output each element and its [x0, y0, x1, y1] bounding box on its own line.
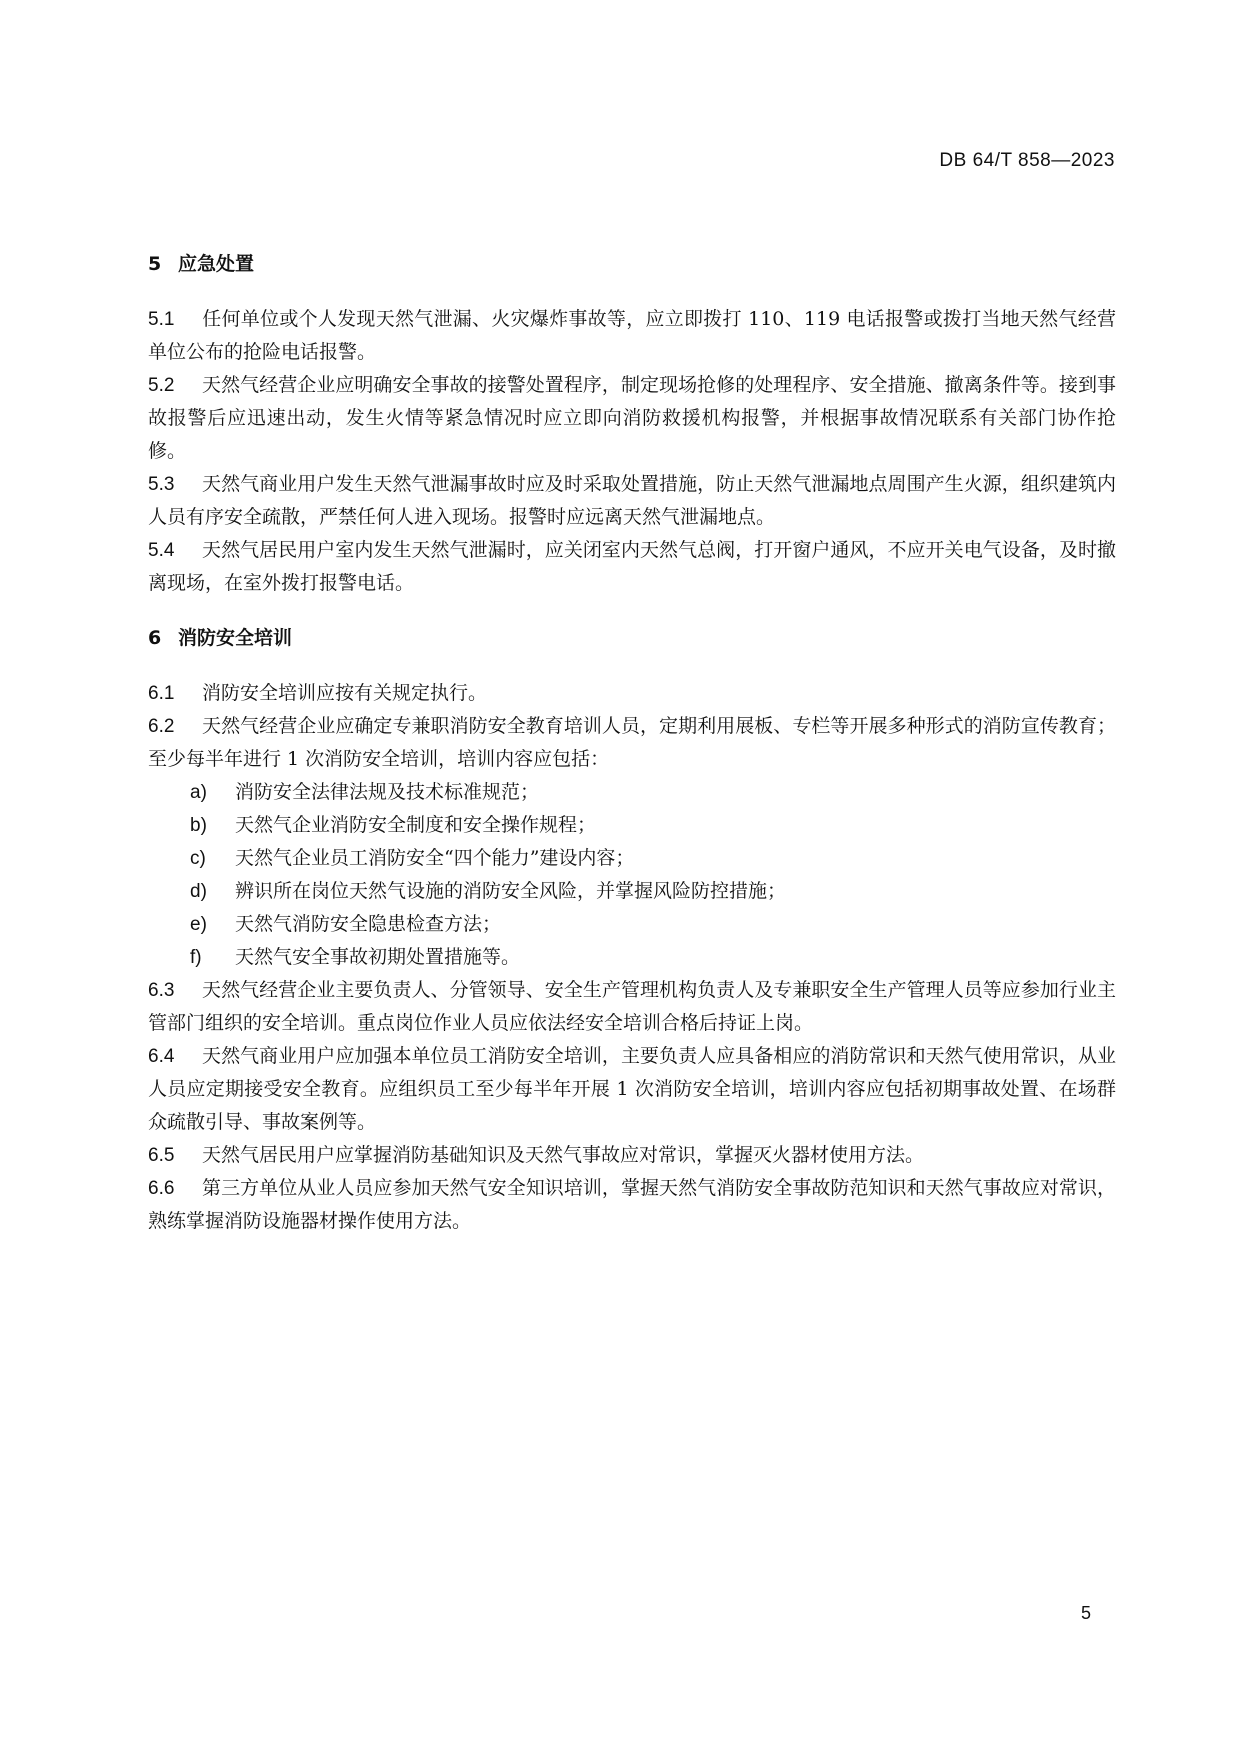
list-text: 天然气消防安全隐患检查方法； [235, 913, 502, 935]
clause-6-6 [148, 1172, 1116, 1238]
clause-text: 天然气商业用户应加强本单位员工消防安全培训，主要负责人应具备相应的消防常识和天然气使用常识，从业人员应定期接受安全教育。应组织员工至少每半年开展 1 次消防安全培训，培训内容应包括初期事故处置、在场群众疏散引导、事故案例等。 [148, 1045, 1116, 1133]
clause-text: 第三方单位从业人员应参加天然气安全知识培训，掌握天然气消防安全事故防范知识和天然气事故应对常识，熟练掌握消防设施器材操作使用方法。 [148, 1177, 1116, 1232]
list-marker: e) [190, 914, 207, 935]
list-marker: b) [190, 815, 207, 836]
list-text: 天然气安全事故初期处置措施等。 [235, 946, 521, 968]
list-item [148, 875, 1116, 908]
list-marker: d) [190, 881, 207, 902]
clause-text: 天然气居民用户室内发生天然气泄漏时，应关闭室内天然气总阀，打开窗户通风，不应开关电气设备，及时撤离现场，在室外拨打报警电话。 [148, 539, 1116, 594]
clause-text: 任何单位或个人发现天然气泄漏、火灾爆炸事故等，应立即拨打 110、119 电话报警或拨打当地天然气经营单位公布的抢险电话报警。 [148, 308, 1116, 363]
clause-number: 6.6 [148, 1178, 175, 1199]
clause-text: 天然气经营企业主要负责人、分管领导、安全生产管理机构负责人及专兼职安全生产管理人员等应参加行业主管部门组织的安全培训。重点岗位作业人员应依法经安全培训合格后持证上岗。 [148, 979, 1116, 1034]
list-marker: c) [190, 848, 206, 869]
list-marker: f) [190, 947, 202, 968]
section-number: 6 [148, 627, 162, 649]
list-marker: a) [190, 782, 207, 803]
clause-text: 天然气居民用户应掌握消防基础知识及天然气事故应对常识，掌握灭火器材使用方法。 [202, 1144, 925, 1166]
list-text: 辨识所在岗位天然气设施的消防安全风险，并掌握风险防控措施； [235, 880, 787, 902]
list-text: 消防安全法律法规及技术标准规范； [235, 781, 540, 803]
list-item [148, 842, 1116, 875]
clause-5-2 [148, 369, 1116, 468]
page-content [148, 248, 1116, 1238]
clause-5-1 [148, 303, 1116, 369]
clause-number: 5.1 [148, 309, 175, 330]
clause-text: 天然气商业用户发生天然气泄漏事故时应及时采取处置措施，防止天然气泄漏地点周围产生火源，组织建筑内人员有序安全疏散，严禁任何人进入现场。报警时应远离天然气泄漏地点。 [148, 473, 1116, 528]
clause-text: 天然气经营企业应明确安全事故的接警处置程序，制定现场抢修的处理程序、安全措施、撤离条件等。接到事故报警后应迅速出动，发生火情等紧急情况时应立即向消防救援机构报警，并根据事故情况联系有关部门协作抢修。 [148, 374, 1116, 462]
section-number: 5 [148, 253, 162, 275]
clause-number: 6.1 [148, 683, 175, 704]
clause-text: 消防安全培训应按有关规定执行。 [202, 682, 488, 704]
clause-5-4 [148, 534, 1116, 600]
document-code: DB 64/T 858—2023 [939, 150, 1115, 171]
clause-6-5 [148, 1139, 1116, 1172]
clause-number: 6.4 [148, 1046, 175, 1067]
section-title-5 [148, 248, 1116, 281]
clause-number: 6.2 [148, 716, 175, 737]
list-item [148, 809, 1116, 842]
clause-6-4 [148, 1040, 1116, 1139]
section-title-6 [148, 622, 1116, 655]
list-text: 天然气企业消防安全制度和安全操作规程； [235, 814, 597, 836]
clause-text: 天然气经营企业应确定专兼职消防安全教育培训人员，定期利用展板、专栏等开展多种形式的消防宣传教育；至少每半年进行 1 次消防安全培训，培训内容应包括： [148, 715, 1116, 770]
list-item [148, 941, 1116, 974]
page-number: 5 [1081, 1603, 1092, 1623]
list-text: 天然气企业员工消防安全“四个能力”建设内容； [235, 847, 635, 869]
list-item [148, 908, 1116, 941]
clause-5-3 [148, 468, 1116, 534]
training-content-list [148, 776, 1116, 974]
clause-number: 5.3 [148, 474, 175, 495]
clause-6-3 [148, 974, 1116, 1040]
list-item [148, 776, 1116, 809]
clause-number: 5.4 [148, 540, 175, 561]
section-title-text: 消防安全培训 [178, 627, 293, 649]
clause-number: 6.5 [148, 1145, 175, 1166]
section-title-text: 应急处置 [178, 253, 255, 275]
clause-6-1 [148, 677, 1116, 710]
clause-number: 6.3 [148, 980, 175, 1001]
clause-6-2 [148, 710, 1116, 776]
clause-number: 5.2 [148, 375, 175, 396]
